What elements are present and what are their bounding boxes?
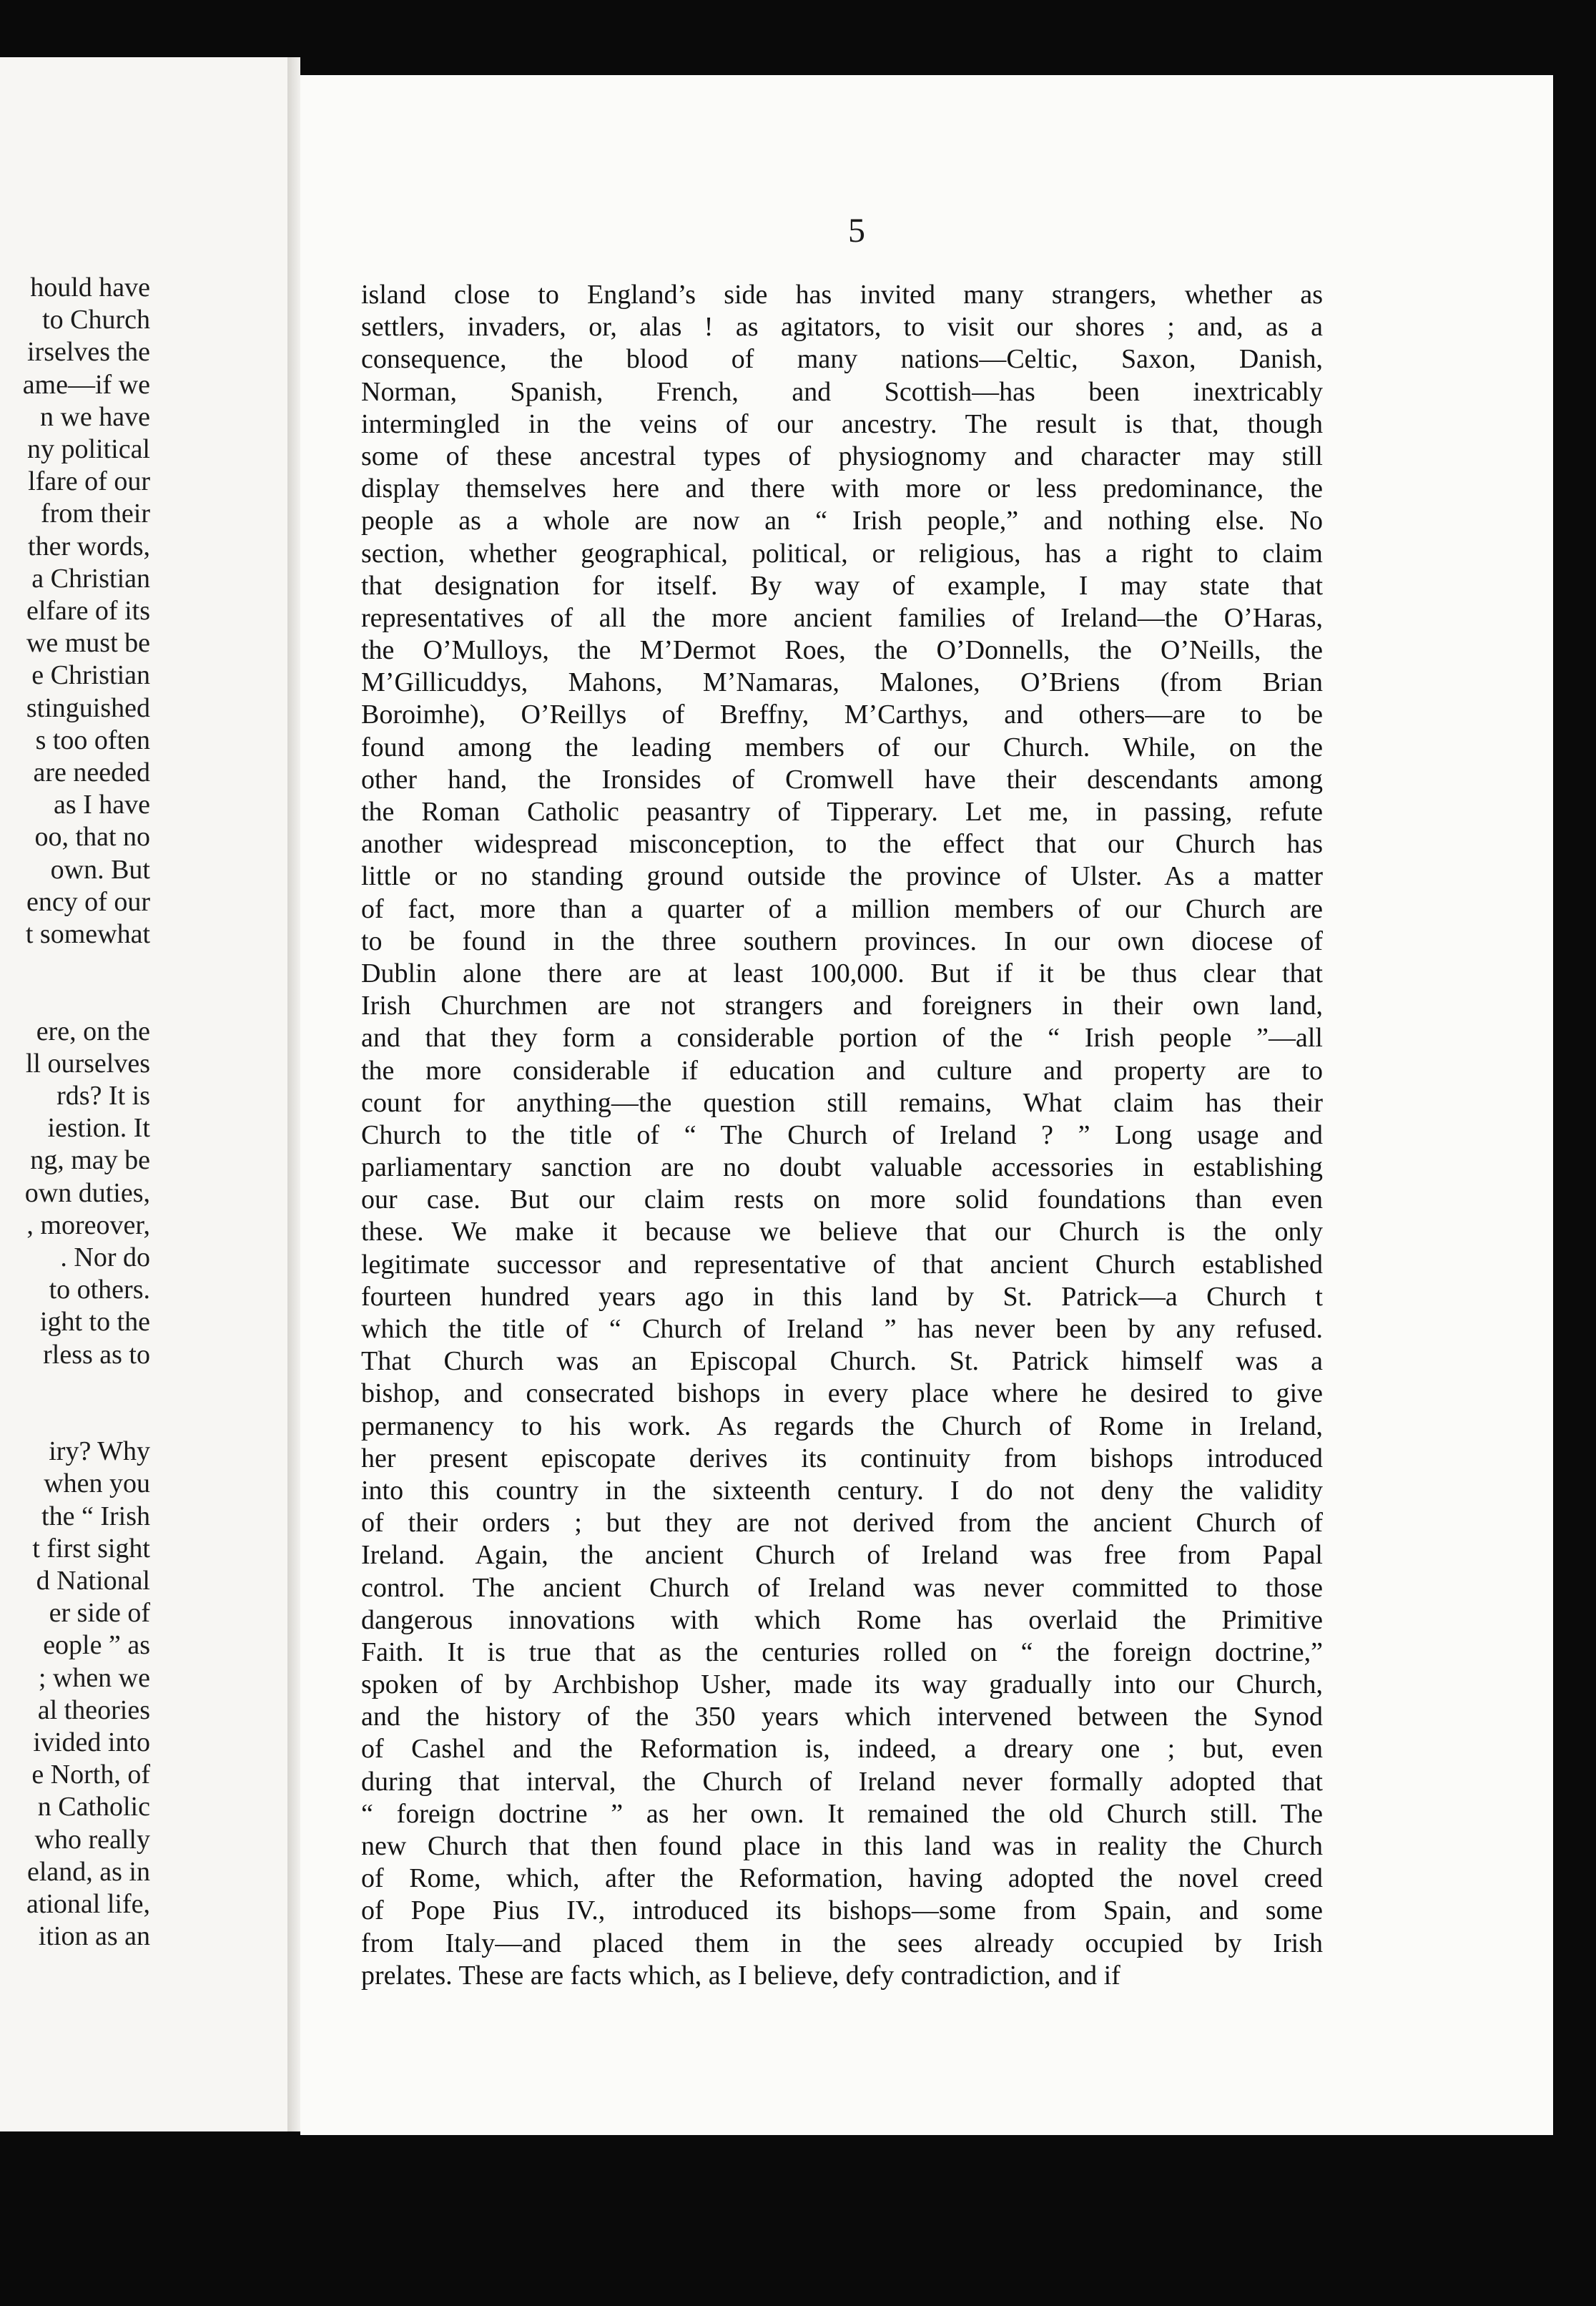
text-line: bishop, and consecrated bishops in every place where he desired to give [361, 1378, 1323, 1409]
left-page-line: eople ” as [43, 1630, 150, 1661]
text-line: That Church was an Episcopal Church. St. Patrick himself was a [361, 1346, 1323, 1377]
text-line: spoken of by Archbishop Usher, made its way gradually into our Church, [361, 1669, 1323, 1700]
text-line: intermingled in the veins of our ancestry. The result is that, though [361, 408, 1323, 439]
text-line: and that they form a considerable portion of the “ Irish people ”—all [361, 1023, 1323, 1054]
left-page-line [0, 983, 150, 1015]
text-line: new Church that then found place in this land was in reality the Church [361, 1831, 1323, 1861]
text-line: Ireland. Again, the ancient Church of Ireland was free from Papal [361, 1540, 1323, 1571]
left-page-line: ; when we [38, 1662, 150, 1693]
left-page-line: to Church [42, 305, 150, 335]
text-line: settlers, invaders, or, alas ! as agitators, to visit our shores ; and, as a [361, 312, 1323, 343]
page-number: 5 [848, 212, 865, 250]
text-line: Boroimhe), O’Reillys of Breffny, M’Carthys, and others—are to be [361, 700, 1323, 730]
text-line: of their orders ; but they are not derived from the ancient Church of [361, 1508, 1323, 1539]
left-page-line: e North, of [31, 1760, 150, 1790]
left-page-line: rds? It is [56, 1081, 150, 1112]
left-page-line: ight to the [39, 1307, 150, 1338]
left-page-line: e Christian [31, 660, 150, 691]
left-page-line: ition as an [38, 1921, 150, 1952]
text-line: island close to England’s side has invited many strangers, whether as [361, 280, 1323, 310]
left-page-line [0, 951, 150, 983]
left-page-line: ency of our [26, 886, 150, 917]
text-line: during that interval, the Church of Ireland never formally adopted that [361, 1766, 1323, 1797]
left-page-line: ll ourselves [25, 1048, 150, 1079]
left-page-line [0, 1371, 150, 1403]
left-page-line: who really [34, 1824, 150, 1855]
text-line: Norman, Spanish, French, and Scottish—has been inextricably [361, 376, 1323, 407]
text-line: control. The ancient Church of Ireland was never committed to those [361, 1572, 1323, 1603]
left-page-line: n Catholic [37, 1792, 150, 1822]
text-line: Church to the title of “ The Church of Ireland ? ” Long usage and [361, 1119, 1323, 1150]
left-page-line: ational life, [26, 1889, 150, 1920]
left-page-line: . Nor do [60, 1242, 150, 1273]
left-page-line: elfare of its [26, 596, 150, 627]
book-gutter [287, 57, 300, 2131]
left-page-line: iry? Why [49, 1436, 150, 1467]
left-page-text [0, 272, 150, 2131]
left-page-line: , moreover, [26, 1210, 150, 1240]
text-line: representatives of all the more ancient families of Ireland—the O’Haras, [361, 602, 1323, 633]
left-page-line: s too often [35, 725, 150, 755]
left-page-line: own duties, [24, 1177, 150, 1208]
text-line: count for anything—the question still remains, What claim has their [361, 1087, 1323, 1118]
left-page-line: irselves the [26, 337, 150, 368]
left-page-line: ivided into [33, 1727, 150, 1758]
text-line: fourteen hundred years ago in this land by St. Patrick—a Church t [361, 1281, 1323, 1312]
text-line: which the title of “ Church of Ireland ” has never been by any refused. [361, 1314, 1323, 1344]
text-line: of Pope Pius IV., introduced its bishops—some from Spain, and some [361, 1895, 1323, 1926]
left-page-line: lfare of our [28, 466, 150, 497]
text-line: prelates. These are facts which, as I believe, defy contradiction, and if [361, 1960, 1120, 1991]
left-page-line: from their [40, 499, 150, 529]
text-line: the O’Mulloys, the M’Dermot Roes, the O’Donnells, the O’Neills, the [361, 635, 1323, 666]
text-line: to be found in the three southern provinces. In our own diocese of [361, 926, 1323, 956]
left-page-line: ng, may be [30, 1145, 150, 1176]
left-page-line: iestion. It [47, 1113, 150, 1144]
text-line: our case. But our claim rests on more solid foundations than even [361, 1184, 1323, 1215]
text-line: of Rome, which, after the Reformation, having adopted the novel creed [361, 1863, 1323, 1894]
text-line: display themselves here and there with more or less predominance, the [361, 474, 1323, 504]
left-page-line: we must be [26, 628, 150, 659]
text-line: parliamentary sanction are no doubt valuable accessories in establishing [361, 1152, 1323, 1183]
text-line: the more considerable if education and culture and property are to [361, 1055, 1323, 1086]
left-page-line: own. But [50, 854, 150, 885]
left-page-line: stinguished [26, 692, 150, 723]
left-page-line: d National [36, 1566, 150, 1596]
left-page-line: rless as to [43, 1339, 150, 1370]
text-line: little or no standing ground outside the province of Ulster. As a matter [361, 861, 1323, 892]
left-page-line: are needed [33, 757, 150, 788]
text-line: from Italy—and placed them in the sees already occupied by Irish [361, 1928, 1323, 1958]
text-line: permanency to his work. As regards the Church of Rome in Ireland, [361, 1410, 1323, 1441]
text-line: Dublin alone there are at least 100,000. But if it be thus clear that [361, 958, 1323, 988]
left-page-line: ny political [26, 434, 150, 465]
left-page-line: as I have [53, 790, 150, 820]
left-page-line: ame—if we [22, 369, 150, 400]
text-line: her present episcopate derives its continuity from bishops introduced [361, 1443, 1323, 1473]
text-line: section, whether geographical, political, or religious, has a right to claim [361, 538, 1323, 569]
text-line: another widespread misconception, to the effect that our Church has [361, 829, 1323, 860]
left-page-line: oo, that no [34, 822, 150, 853]
text-line: of Cashel and the Reformation is, indeed, a dreary one ; but, even [361, 1734, 1323, 1765]
left-page-line: when you [44, 1468, 150, 1499]
left-page-line: the “ Irish [41, 1501, 150, 1531]
text-line: dangerous innovations with which Rome has overlaid the Primitive [361, 1604, 1323, 1635]
left-page-line: t somewhat [25, 919, 150, 950]
text-line: some of these ancestral types of physiognomy and character may still [361, 441, 1323, 471]
left-page-line: ere, on the [36, 1016, 150, 1046]
text-line: Faith. It is true that as the centuries rolled on “ the foreign doctrine,” [361, 1637, 1323, 1667]
left-page-line: al theories [37, 1694, 150, 1725]
left-page-line: ther words, [28, 531, 150, 561]
text-line: these. We make it because we believe that our Church is the only [361, 1217, 1323, 1247]
text-line: the Roman Catholic peasantry of Tipperary. Let me, in passing, refute [361, 797, 1323, 827]
text-line: that designation for itself. By way of example, I may state that [361, 570, 1323, 601]
left-page-line: n we have [39, 401, 150, 432]
left-page-line: to others. [49, 1275, 150, 1305]
text-line: found among the leading members of our Church. While, on the [361, 732, 1323, 762]
text-line: “ foreign doctrine ” as her own. It remained the old Church still. The [361, 1798, 1323, 1829]
text-line: Irish Churchmen are not strangers and foreigners in their own land, [361, 991, 1323, 1021]
text-line: into this country in the sixteenth century. I do not deny the validity [361, 1475, 1323, 1506]
text-line: other hand, the Ironsides of Cromwell have their descendants among [361, 764, 1323, 795]
text-line: of fact, more than a quarter of a million members of our Church are [361, 893, 1323, 924]
left-page-line: eland, as in [26, 1856, 150, 1887]
text-line: legitimate successor and representative of that ancient Church established [361, 1249, 1323, 1280]
text-line: and the history of the 350 years which intervened between the Synod [361, 1702, 1323, 1732]
body-text [361, 279, 1323, 1992]
text-line: consequence, the blood of many nations—Celtic, Saxon, Danish, [361, 344, 1323, 375]
left-page-line: hould have [30, 273, 150, 303]
left-page [0, 57, 300, 2131]
text-line: M’Gillicuddys, Mahons, M’Namaras, Malones, O’Briens (from Brian [361, 667, 1323, 698]
left-page-line: er side of [49, 1598, 150, 1629]
text-line: people as a whole are now an “ Irish people,” and nothing else. No [361, 506, 1323, 536]
left-page-line [0, 1403, 150, 1436]
left-page-line: a Christian [31, 563, 150, 594]
left-page-line: t first sight [32, 1533, 150, 1564]
